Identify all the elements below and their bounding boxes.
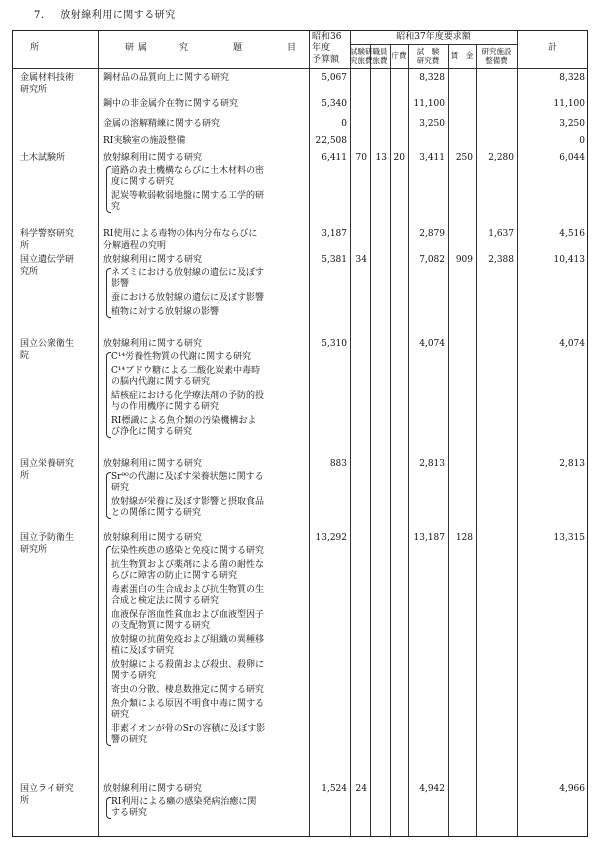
amount-prev: 22,508 xyxy=(315,136,347,146)
header-prev-line1: 昭和36 xyxy=(312,32,342,42)
amount-total: 2,813 xyxy=(559,459,585,469)
sub-topic: 放射線による殺菌および殺虫、殺卵に xyxy=(111,660,265,670)
sub-topic: 究 xyxy=(111,202,121,212)
institution-name: 国立栄養研究 xyxy=(20,459,75,469)
header-prev-line3: 予算額 xyxy=(312,55,340,65)
research-topic: RI使用による毒物の体内分布ならびに xyxy=(103,229,258,239)
amount-v1: 70 xyxy=(355,153,367,163)
sub-topic: 放射線の抗菌免疫および組織の異種移 xyxy=(111,635,265,645)
sub-topic-brace xyxy=(106,352,111,438)
research-topic: 鋼材品の品質向上に関する研究 xyxy=(103,73,230,83)
amount-total: 3,250 xyxy=(559,119,585,129)
sub-topic: 植物に対する放射線の影響 xyxy=(111,307,220,317)
header-sub-wages: 賃 金 xyxy=(450,51,474,60)
sub-topic: する研究 xyxy=(111,808,148,818)
amount-total: 6,044 xyxy=(559,153,585,163)
sub-topic: C¹⁴労養性物質の代謝に関する研究 xyxy=(111,352,252,362)
institution-name: 国立予防衛生 xyxy=(20,533,75,543)
header-total: 計 xyxy=(547,43,557,53)
amount-prev: 5,340 xyxy=(321,99,347,109)
sub-topic: 道路の表土機構ならびに土木材料の密 xyxy=(111,166,265,176)
sub-topic: び浄化に関する研究 xyxy=(111,427,193,437)
amount-v5: 909 xyxy=(455,255,473,265)
institution-name: 土木試験所 xyxy=(20,153,66,163)
sub-topic: 毒素蛋白の生合成および抗生物質の生 xyxy=(111,585,265,595)
sub-topic: 結核症における化学療法剤の予防的投 xyxy=(111,391,265,401)
amount-v4: 7,082 xyxy=(419,255,445,265)
institution-name: 研究所 xyxy=(20,545,48,555)
sub-topic: 血液保存溶血性貧血および血液型因子 xyxy=(111,610,265,620)
header-sub-staff-travel: 職員 旅費 xyxy=(372,47,388,65)
amount-v1: 34 xyxy=(355,255,367,265)
amount-total: 4,516 xyxy=(559,229,585,239)
header-institution: 所 属 xyxy=(30,43,166,53)
sub-topic: RI標識による魚介類の汚染機構およ xyxy=(111,416,257,426)
amount-v4: 3,250 xyxy=(419,119,445,129)
institution-name: 科学警察研究 xyxy=(20,229,75,239)
research-topic: 放射線利用に関する研究 xyxy=(103,784,203,794)
institution-name: 国立ライ研究 xyxy=(20,784,74,794)
sub-topic: 与の作用機序に関する研究 xyxy=(111,402,220,412)
sub-topic-brace xyxy=(106,166,111,213)
sub-topic: の支配物質に関する研究 xyxy=(111,621,211,631)
sub-topic: RI利用による癩の感染発病治癒に関 xyxy=(111,797,257,807)
sub-topic: 蚕における放射線の遺伝に及ぼす影響 xyxy=(111,293,265,303)
sub-topic: 抗生物質および薬剤による菌の耐性な xyxy=(111,560,265,570)
amount-total: 11,100 xyxy=(553,99,585,109)
sub-topic: 非素イオンが骨のSrの容積に及ぼす影 xyxy=(111,724,266,734)
sub-topic: ネズミにおける放射線の遺伝に及ぼす xyxy=(111,268,265,278)
sub-topic: 伝染性疾患の感染と免疫に関する研究 xyxy=(111,546,265,556)
sub-topic: 泥炭等軟弱軟弱地盤に関する工学的研 xyxy=(111,191,265,201)
sub-topic: 魚介類による原因不明食中毒に関する xyxy=(111,699,265,709)
sub-topic-brace xyxy=(106,546,111,746)
header-sub-office: 庁費 xyxy=(391,51,407,60)
amount-total: 8,328 xyxy=(559,73,585,83)
amount-v4: 2,879 xyxy=(419,229,445,239)
sub-topic: 研究 xyxy=(111,710,130,720)
header-topic: 研 究 題 目 xyxy=(125,43,306,53)
research-topic: 放射線利用に関する研究 xyxy=(103,339,203,349)
sub-topic-brace xyxy=(106,268,111,318)
amount-v4: 13,187 xyxy=(413,533,445,543)
institution-name: 金属材料技術 xyxy=(20,73,75,83)
amount-v6: 2,280 xyxy=(488,153,514,163)
amount-prev: 5,381 xyxy=(321,255,347,265)
institution-name: 院 xyxy=(20,351,30,361)
amount-v6: 1,637 xyxy=(488,229,514,239)
amount-prev: 5,310 xyxy=(321,339,347,349)
institution-name: 所 xyxy=(20,241,30,251)
research-topic: 鋼中の非金属介在物に関する研究 xyxy=(103,99,239,109)
amount-v5: 128 xyxy=(455,533,473,543)
amount-v2: 13 xyxy=(375,153,387,163)
amount-total: 4,966 xyxy=(559,784,585,794)
amount-v6: 2,388 xyxy=(488,255,514,265)
research-topic: RI実験室の施設整備 xyxy=(103,136,186,146)
institution-name: 所 xyxy=(20,796,30,806)
amount-total: 10,413 xyxy=(553,255,585,265)
sub-topic-brace xyxy=(106,472,111,519)
sub-topic: Sr⁹⁰の代謝に及ぼす栄養状態に関する xyxy=(111,472,264,482)
sub-topic: 響の研究 xyxy=(111,735,148,745)
research-topic: 分解過程の究明 xyxy=(103,241,167,251)
institution-name: 国立公衆衛生 xyxy=(20,339,75,349)
amount-v4: 3,411 xyxy=(419,153,445,163)
research-topic: 放射線利用に関する研究 xyxy=(103,533,203,543)
section-title: 放射線利用に関する研究 xyxy=(60,10,176,21)
section-number: 7. xyxy=(34,10,45,21)
amount-total: 4,074 xyxy=(559,339,585,349)
header-rule xyxy=(350,44,517,45)
sub-topic: の脳内代謝に関する研究 xyxy=(111,377,211,387)
amount-v4: 2,813 xyxy=(419,459,445,469)
amount-prev: 5,067 xyxy=(321,73,347,83)
sub-topic: 寄虫の分散、棲息数推定に関する研究 xyxy=(111,685,265,695)
amount-v4: 4,074 xyxy=(419,339,445,349)
amount-prev: 6,411 xyxy=(321,153,347,163)
sub-topic: C¹⁴ブドウ糖による二酸化炭素中毒時 xyxy=(111,366,261,376)
sub-topic: 合成と検定法に関する研究 xyxy=(111,596,220,606)
research-topic: 金属の溶解精練に関する研究 xyxy=(103,119,221,129)
amount-v4: 11,100 xyxy=(413,99,445,109)
amount-v1: 24 xyxy=(355,784,367,794)
sub-topic: 影響 xyxy=(111,279,130,289)
sub-topic: らびに障害の防止に関する研究 xyxy=(111,571,238,581)
institution-name: 所 xyxy=(20,471,30,481)
sub-topic-brace xyxy=(106,797,111,819)
header-sub-research: 試 験 研究費 xyxy=(416,47,440,65)
sub-topic: 研究 xyxy=(111,483,130,493)
amount-v4: 8,328 xyxy=(419,73,445,83)
amount-v3: 20 xyxy=(393,153,405,163)
header-rule xyxy=(12,68,588,69)
research-topic: 放射線利用に関する研究 xyxy=(103,459,203,469)
amount-prev: 883 xyxy=(329,459,347,469)
amount-total: 13,315 xyxy=(553,533,585,543)
research-topic: 放射線利用に関する研究 xyxy=(103,153,203,163)
header-sub-travel-research: 試験研 究旅費 xyxy=(350,47,373,65)
amount-prev: 13,292 xyxy=(315,533,347,543)
amount-prev: 0 xyxy=(341,119,347,129)
section-heading xyxy=(34,6,176,21)
amount-v4: 4,942 xyxy=(419,784,445,794)
sub-topic: 放射線が栄養に及ぼす影響と摂取食品 xyxy=(111,497,265,507)
institution-name: 国立遺伝学研 xyxy=(20,255,75,265)
research-topic: 放射線利用に関する研究 xyxy=(103,255,203,265)
sub-topic: 関する研究 xyxy=(111,671,157,681)
header-sub-facilities: 研究施設 整備費 xyxy=(481,47,512,65)
sub-topic: 植に及ぼす研究 xyxy=(111,646,175,656)
institution-name: 研究所 xyxy=(20,85,48,95)
institution-name: 究所 xyxy=(20,267,39,277)
amount-prev: 1,524 xyxy=(321,784,347,794)
amount-v5: 250 xyxy=(455,153,473,163)
amount-prev: 3,187 xyxy=(321,229,347,239)
sub-topic: 度に関する研究 xyxy=(111,177,175,187)
amount-total: 0 xyxy=(579,136,585,146)
col-rule xyxy=(98,30,99,837)
sub-topic: との関係に関する研究 xyxy=(111,508,202,518)
header-group: 昭和37年度要求額 xyxy=(396,32,471,42)
header-prev-line2: 年度 xyxy=(312,43,331,53)
